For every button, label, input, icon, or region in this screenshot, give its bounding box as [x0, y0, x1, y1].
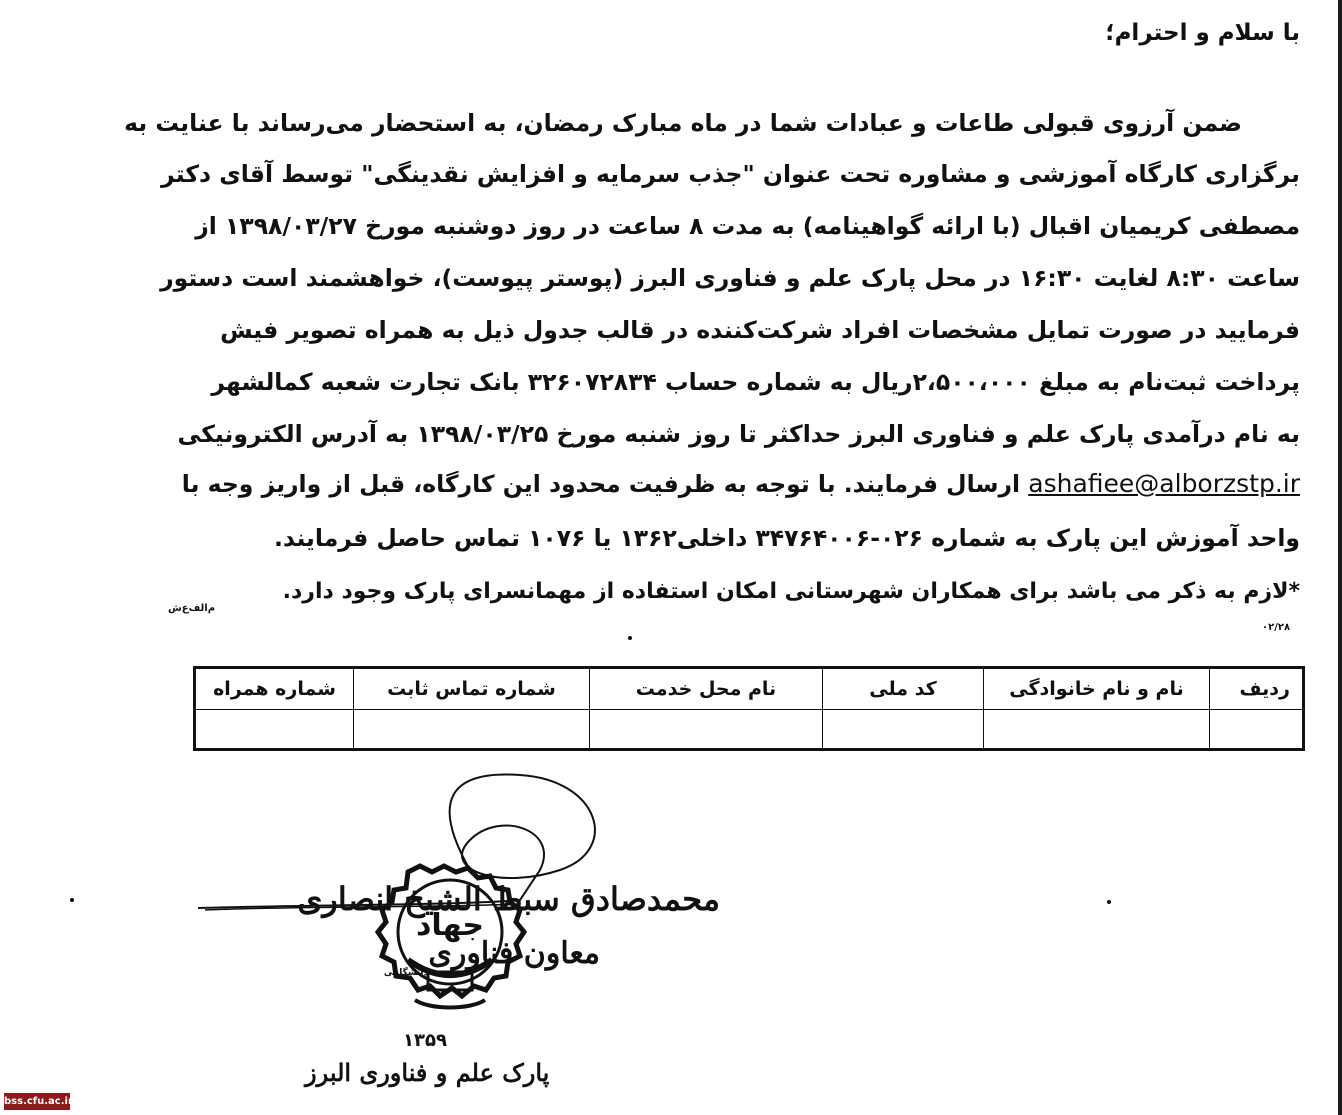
seal-organization: پارک علم و فناوری البرز: [305, 1058, 550, 1087]
registration-table: [193, 666, 1305, 751]
table-cell[interactable]: [1210, 710, 1304, 750]
letter-line-1: ضمن آرزوی قبولی طاعات و عبادات شما در ماه مبارک رمضان، به استحضار می‌رساند با عنایت به: [124, 109, 1242, 137]
col-mobile: شماره همراه: [195, 668, 354, 710]
table-cell[interactable]: [354, 710, 590, 750]
email-link[interactable]: ashafiee@alborzstp.ir: [1028, 469, 1300, 498]
seal-year: ۱۳۵۹: [403, 1030, 447, 1051]
table-cell[interactable]: [984, 710, 1210, 750]
letter-line-4: ساعت ۸:۳۰ لغایت ۱۶:۳۰ در محل پارک علم و فناوری البرز (پوستر پیوست)، خواهشمند است دستور: [160, 264, 1300, 292]
letter-line-7: به نام درآمدی پارک علم و فناوری البرز حداکثر تا روز شنبه مورخ ۱۳۹۸/۰۳/۲۵ به آدرس الکترونیکی: [177, 420, 1300, 448]
table-cell[interactable]: [195, 710, 354, 750]
letter-line-2: برگزاری کارگاه آموزشی و مشاوره تحت عنوان "جذب سرمایه و افزایش نقدینگی" توسط آقای دکتر: [161, 160, 1300, 188]
col-landline: شماره تماس ثابت: [354, 668, 590, 710]
col-workplace: نام محل خدمت: [590, 668, 823, 710]
stray-mark: [628, 636, 632, 640]
page-edge: [1338, 0, 1342, 1115]
seal-subtext: دانشگاهی: [383, 968, 429, 978]
table-cell[interactable]: [823, 710, 984, 750]
signer-title: معاون فناوری: [428, 936, 600, 971]
table-row: [195, 710, 1304, 750]
seal-text: جهاد: [415, 908, 485, 943]
col-national-id: کد ملی: [823, 668, 984, 710]
table-cell[interactable]: [590, 710, 823, 750]
table-header-row: [195, 668, 1304, 710]
col-full-name: نام و نام خانوادگی: [984, 668, 1210, 710]
letter-line-6: پرداخت ثبت‌نام به مبلغ ۲،۵۰۰،۰۰۰ریال به شماره حساب ۳۲۶۰۷۲۸۳۴ بانک تجارت شعبه کمالشهر: [211, 368, 1300, 396]
letter-line-5: فرمایید در صورت تمایل مشخصات افراد شرکت‌کننده در قالب جدول ذیل به همراه تصویر فیش: [220, 316, 1300, 344]
signer-name: محمدصادق سبط الشیخ انصاری: [297, 880, 720, 918]
letter-line-8-text: ارسال فرمایند. با توجه به ظرفیت محدود این کارگاه، قبل از واریز وجه با: [181, 470, 1021, 498]
letter-greeting: با سلام و احترام؛: [1105, 20, 1300, 46]
stray-mark: [1107, 900, 1111, 904]
letter-line-3: مصطفی کریمیان اقبال (با ارائه گواهینامه) به مدت ۸ ساعت در روز دوشنبه مورخ ۱۳۹۸/۰۳/۲۷ از: [195, 212, 1300, 240]
note-initials: م‌الف‌ع‌ش: [168, 603, 216, 614]
signature-block: [297, 870, 720, 990]
letter-line-9: واحد آموزش این پارک به شماره ۰۲۶-۳۴۷۶۴۰۰۶ داخلی۱۳۶۲ یا ۱۰۷۶ تماس حاصل فرمایند.: [273, 524, 1300, 552]
stray-mark: [70, 898, 74, 902]
site-watermark: bss.cfu.ac.ir: [4, 1093, 70, 1110]
letter-note: *لازم به ذکر می باشد برای همکاران شهرستانی امکان استفاده از مهمانسرای پارک وجود دارد.: [282, 579, 1300, 604]
note-date: ۰۲/۲۸: [1262, 622, 1291, 633]
letter-line-8: [182, 471, 1300, 497]
col-row-number: ردیف: [1210, 668, 1304, 710]
